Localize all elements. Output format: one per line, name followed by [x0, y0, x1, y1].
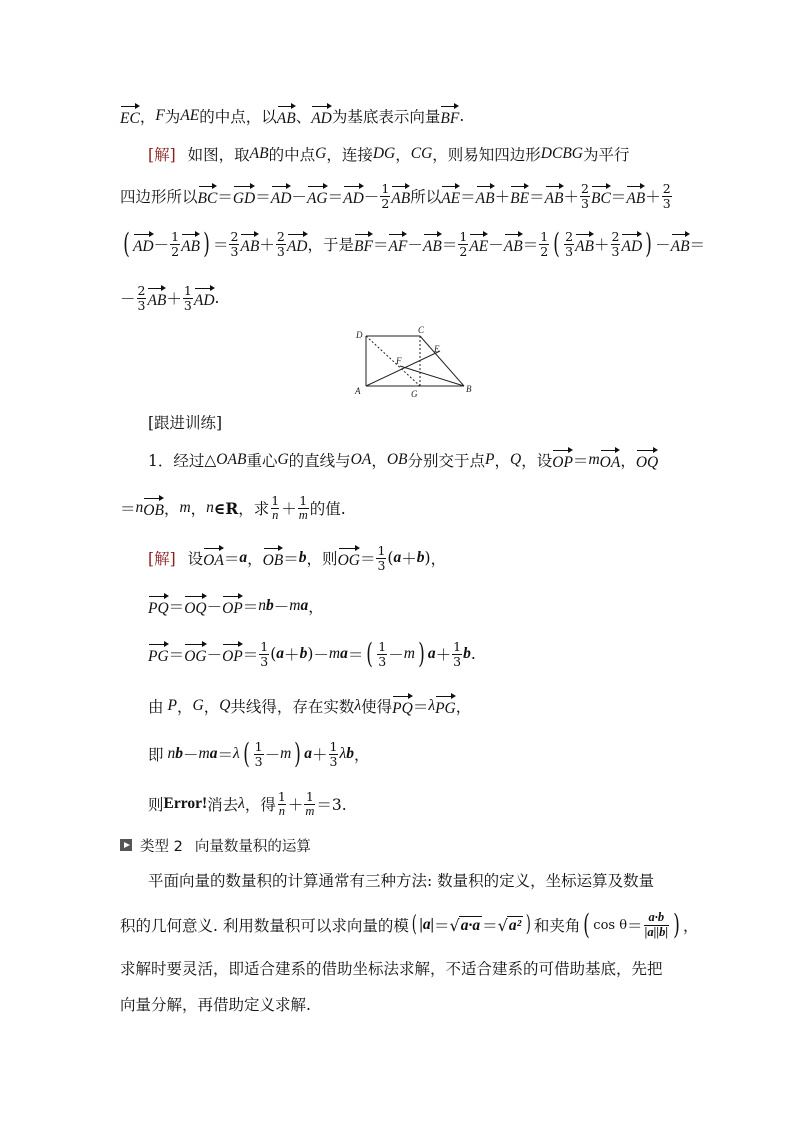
vector-ec: EC	[120, 105, 140, 127]
solution-line-2: 四边形所以 BC ＝ GD ＝ AD － AG ＝ AD － $\frac{1}{2}$ AB 所以 AE ＝ AB ＋ BE ＝ AB ＋ $\frac{2}{3}$ BC ＝ AB ＋ $\frac{2}{3}$	[120, 181, 671, 211]
parallelogram-diagram	[348, 324, 482, 402]
segment-fb	[400, 366, 464, 386]
para-line-1: 平面向量的数量积的计算通常有三种方法: 数量积的定义，坐标运算及数量	[148, 872, 655, 890]
label-d: D	[356, 330, 363, 340]
problem-statement-end: EC ， F 为 AE 的中点，以 AB 、 AD 为基底表示向量 BF .	[120, 107, 465, 128]
solution-label: [解]	[148, 146, 176, 164]
problem-1-line-2: ＝ n OB ， m ， n ∈R ，求 $\frac{1}{n}$ ＋ $\frac{1}{m}$ 的值.	[120, 493, 346, 522]
segment-ae	[366, 351, 440, 386]
label-b: B	[466, 384, 472, 394]
solution-2-line-1: [解] 设 OA ＝ a ， OB ＝ b ，则 OG ＝ $\frac{1}{3}$ ( a ＋ b ) ，	[148, 543, 447, 573]
play-triangle-icon	[120, 839, 132, 851]
para-line-2: 积的几何意义. 利用数量积可以求向量的模 ( |a| ＝ √ a·a ＝ √ a² ) 和夹角 ( cos θ ＝ $\frac{a\cdot b}{|a||b|}$ ) ，	[120, 908, 699, 941]
label-f: F	[396, 356, 402, 366]
solution-2-line-5: 即 n b － m a ＝ λ ( $\frac{1}{3}$ － m ) a ＋ $\frac{1}{3}$ λ b ，	[148, 737, 370, 770]
vector-bf: BF	[440, 105, 459, 127]
follow-up-heading: [跟进训练]	[148, 414, 223, 432]
solution-label: [解]	[148, 550, 176, 568]
solution-2-line-2: PQ ＝ OQ － OP ＝ n b － m a ，	[148, 597, 324, 618]
label-a: A	[355, 386, 361, 396]
vector-ab: AB	[277, 105, 296, 127]
solution-2-line-3: PG ＝ OG － OP ＝ $\frac{1}{3}$ ( a ＋ b ) － m a ＝ ( $\frac{1}{3}$ － m ) a ＋ $\frac{1}{3}$ b .	[148, 637, 476, 670]
vector-ad: AD	[311, 105, 332, 127]
label-g: G	[411, 389, 418, 399]
solution-2-line-4: 由 P ， G ， Q 共线得，存在实数 λ 使得 PQ ＝ λ PG ，	[148, 697, 472, 718]
solution-line-4: － $\frac{2}{3}$ AB ＋ $\frac{1}{3}$ AD .	[120, 283, 220, 313]
label-e: E	[434, 344, 440, 354]
problem-1-line-1: 1．经过 △ OAB 重心 G 的直线与 OA ， OB 分别交于点 P ， Q ，设 OP ＝ m OA ， OQ	[148, 451, 659, 472]
type-2-heading: 类型 2 向量数量积的运算	[120, 828, 680, 862]
segment-dg	[366, 336, 420, 386]
para-line-4: 向量分解，再借助定义求解.	[120, 996, 311, 1014]
para-line-3: 求解时要灵活，即适合建系的借助坐标法求解，不适合建系的可借助基底，先把	[120, 960, 663, 978]
segment-cb	[420, 336, 464, 386]
solution-line-3: ( AD － $\frac{1}{2}$ AB ) ＝ $\frac{2}{3}$ AB ＋ $\frac{2}{3}$ AD ，于是 BF ＝ AF － AB ＝ $\frac{1}{2}$ AE － AB ＝ $\frac{1}{2}$ ( $\frac{2}{3}$ AB ＋ $\frac{2}{3}$ AD ) － AB ＝	[123, 227, 706, 260]
solution-line-1: [解] 如图，取 AB 的中点 G ，连接 DG ， CG ，则易知四边形 DCBG 为平行	[148, 145, 630, 164]
label-c: C	[418, 325, 425, 335]
solution-2-line-6: 则 Error! 消去 λ ，得 $\frac{1}{n}$ ＋ $\frac{1}{m}$ ＝3.	[148, 789, 347, 818]
